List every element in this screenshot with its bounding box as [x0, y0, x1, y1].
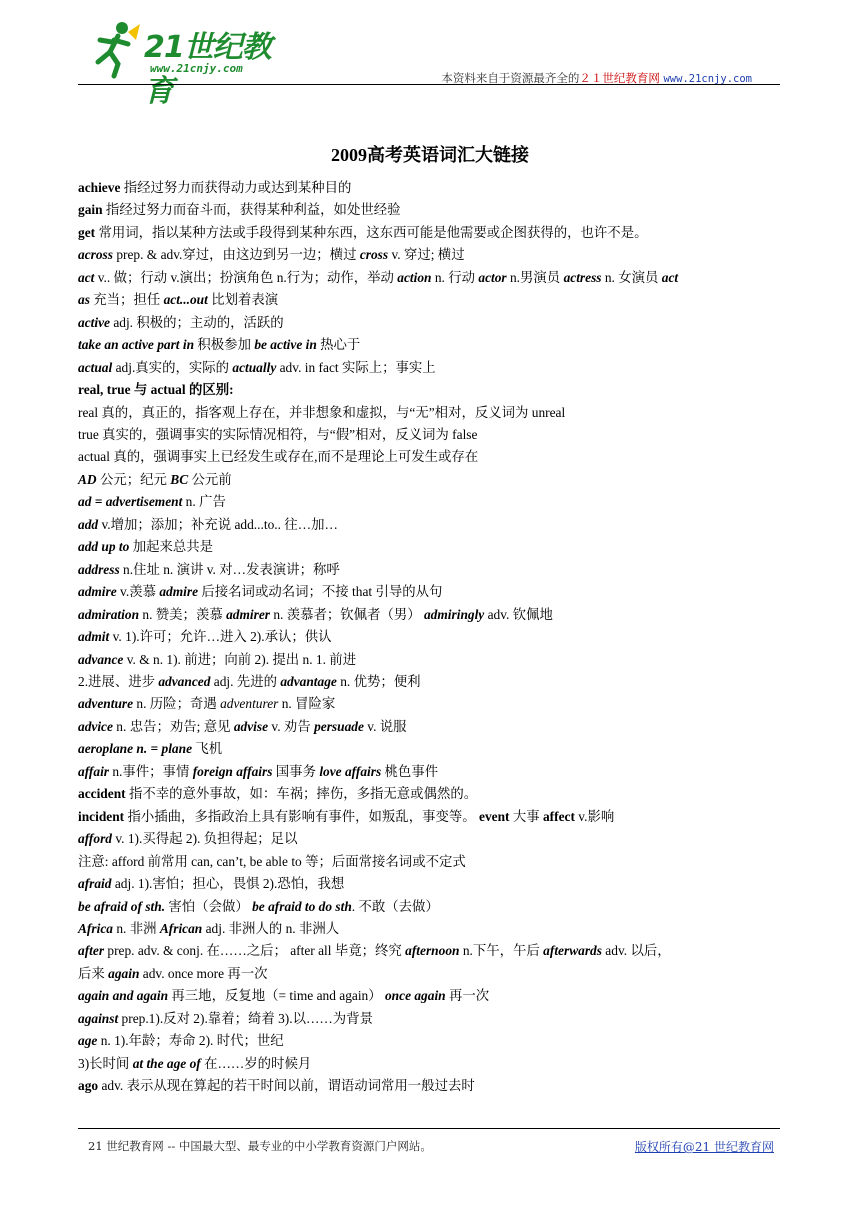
vocab-line	[78, 716, 784, 738]
vocab-text: v. 穿过; 横过	[388, 247, 465, 263]
vocab-line	[78, 626, 784, 648]
vocab-text: adv. 以后，	[601, 943, 671, 959]
vocab-line	[78, 649, 784, 671]
vocab-line	[78, 985, 784, 1007]
vocab-line	[78, 514, 784, 536]
source-prefix: 本资料来自于资源最齐全的	[441, 71, 580, 85]
vocab-line	[78, 1053, 784, 1075]
vocab-text: n.下午，午后	[459, 943, 544, 959]
vocab-text: n. 行动	[431, 269, 479, 285]
vocab-term: add	[78, 516, 99, 532]
vocab-term: active	[78, 314, 110, 330]
vocab-term: affair	[78, 763, 109, 779]
vocab-line	[78, 244, 784, 266]
vocab-line	[78, 312, 784, 334]
vocab-text: 再一次	[445, 988, 490, 1004]
logo-url: www.21cnjy.com	[150, 62, 243, 75]
vocab-text: 再三地，反复地（= time and again）	[168, 988, 385, 1004]
vocab-line	[78, 177, 784, 199]
vocab-line	[78, 896, 784, 918]
vocab-text: 指经过努力而奋斗而，获得某种利益，如处世经验	[102, 202, 401, 218]
vocab-text: 在……岁的时候月	[200, 1055, 312, 1071]
vocab-text: v. 1).买得起 2). 负担得起；足以	[111, 831, 298, 847]
page-footer	[78, 1128, 780, 1154]
vocab-text: adv. in fact 实际上；事实上	[276, 359, 436, 375]
vocab-term: get	[78, 224, 96, 240]
vocab-text: 常用词，指以某种方法或手段得到某种东西，这东西可能是他需要或企图获得的，也许不是。	[95, 224, 648, 240]
vocab-text: 害怕（会做）	[165, 898, 253, 914]
footer-copyright-link[interactable]: 版权所有@21 世纪教育网	[634, 1140, 774, 1154]
vocab-line	[78, 469, 784, 491]
vocab-text: 后接名词或动名词；不接 that 引导的从句	[198, 584, 443, 600]
vocab-term: Africa	[78, 920, 113, 936]
vocabulary-body	[78, 177, 784, 1098]
vocab-text: adj. 先进的	[210, 673, 281, 689]
vocab-line	[78, 402, 784, 424]
vocab-text: . 不敢（去做）	[351, 898, 439, 914]
vocab-term: actually	[232, 359, 277, 375]
vocab-term: AD	[78, 471, 97, 487]
vocab-text: n.住址 n. 演讲 v. 对…发表演讲；称呼	[119, 561, 340, 577]
page-header	[78, 18, 780, 109]
vocab-text: v.增加；添加；补充说 add...to.. 往…加…	[98, 516, 338, 532]
header-divider	[78, 84, 780, 85]
vocab-term: act...out	[163, 292, 208, 308]
vocab-text: adj.真实的，实际的	[112, 359, 233, 375]
vocab-term: again and again	[78, 988, 169, 1004]
vocab-term: act	[661, 269, 679, 285]
vocab-text: n. 羡慕者；钦佩者（男）	[269, 606, 424, 622]
site-logo[interactable]	[88, 18, 288, 109]
vocab-term: as	[78, 292, 90, 308]
vocab-term: take an active part in	[78, 337, 195, 353]
source-brand[interactable]: ２１世纪教育网	[579, 71, 660, 85]
vocab-line	[78, 693, 784, 715]
footer-site-description: 21 世纪教育网 -- 中国最大型、最专业的中小学教育资源门户网站。	[88, 1139, 432, 1153]
vocab-term: admit	[78, 629, 110, 645]
vocab-text: v. 说服	[363, 718, 407, 734]
vocab-line	[78, 289, 784, 311]
vocab-text: v. 1).许可；允许…进入 2).承认；供认	[109, 629, 332, 645]
vocab-text: 2.进展、进步	[78, 673, 159, 689]
vocab-text: v. 劝告	[268, 718, 315, 734]
vocab-term: persuade	[314, 718, 364, 734]
vocab-text: n.男演员	[506, 269, 564, 285]
vocab-term: affect	[542, 808, 575, 824]
vocab-text: n. 冒险家	[278, 696, 336, 712]
vocab-text: prep. & adv.穿过，由这边到另一边；横过	[112, 247, 360, 263]
vocab-term: accident	[78, 786, 126, 802]
vocab-text: n. 广告	[182, 494, 226, 510]
vocab-text: adv. 表示从现在算起的若干时间以前，谓语动词常用一般过去时	[98, 1078, 475, 1094]
vocab-line	[78, 761, 784, 783]
vocab-term: incident	[78, 808, 125, 824]
vocab-text: v. & n. 1). 前进；向前 2). 提出 n. 1. 前进	[123, 651, 357, 667]
vocab-line	[78, 671, 784, 693]
vocab-text: 指不幸的意外事故，如：车祸；摔伤，多指无意或偶然的。	[125, 786, 478, 802]
vocab-text: 飞机	[192, 741, 223, 757]
footer-divider	[78, 1128, 780, 1129]
vocab-text: adj. 积极的；主动的，活跃的	[109, 314, 284, 330]
vocab-text: 大事	[509, 808, 543, 824]
source-url-link[interactable]: www.21cnjy.com	[663, 73, 752, 85]
vocab-term: advance	[78, 651, 124, 667]
vocab-term: afraid	[78, 876, 112, 892]
vocab-term: address	[78, 561, 120, 577]
vocab-text: actual 真的，强调事实上已经发生或存在,而不是理论上可发生或存在	[78, 449, 479, 465]
vocab-term: be afraid to do sth	[252, 898, 352, 914]
vocab-line	[78, 963, 784, 985]
vocab-text: n. 优势；便利	[336, 673, 421, 689]
vocab-line	[78, 581, 784, 603]
vocab-term: cross	[359, 247, 389, 263]
vocab-line	[78, 783, 784, 805]
vocab-text: 3)长时间	[78, 1055, 133, 1071]
vocab-text: n. 1).年龄；寿命 2). 时代；世纪	[97, 1033, 284, 1049]
vocab-text: real 真的，真正的，指客观上存在，并非想象和虚拟，与“无”相对，反义词为 unreal	[78, 404, 566, 420]
vocab-text: n. 非洲	[112, 920, 160, 936]
vocab-text: 热心于	[316, 337, 361, 353]
vocab-term: achieve	[78, 180, 121, 195]
vocab-term: love affairs	[319, 763, 382, 779]
vocab-term: actual	[78, 359, 113, 375]
vocab-term: foreign affairs	[192, 763, 273, 779]
vocab-line	[78, 491, 784, 513]
vocab-term: advice	[78, 718, 113, 734]
vocab-term: again	[108, 965, 140, 981]
vocab-line	[78, 267, 784, 289]
vocab-line	[78, 851, 784, 873]
logo-title: 21世纪教育	[144, 30, 271, 109]
vocab-term: age	[78, 1033, 98, 1049]
vocab-line	[78, 536, 784, 558]
vocab-term: event	[479, 808, 510, 824]
vocab-text: true 真实的，强调事实的实际情况相符，与“假”相对，反义词为 false	[78, 426, 478, 442]
vocab-term: add up to	[78, 539, 130, 555]
vocab-text: adj. 1).害怕；担心，畏惧 2).恐怕，我想	[111, 876, 345, 892]
vocab-text: 加起来总共是	[129, 539, 214, 555]
vocab-text: 公元前	[188, 471, 232, 487]
vocab-text: v.羡慕	[116, 584, 160, 600]
vocab-text: 充当；担任	[89, 292, 164, 308]
vocab-line	[78, 334, 784, 356]
vocab-term: admire	[78, 584, 117, 600]
vocab-text: 公元；纪元	[96, 471, 171, 487]
vocab-term: admire	[159, 584, 199, 600]
vocab-term: action	[397, 269, 432, 285]
vocab-text: 注意: afford 前常用 can, can’t, be able to 等；后面常接名词或不定式	[78, 853, 466, 869]
vocab-text: 桃色事件	[381, 763, 439, 779]
vocab-term: afternoon	[405, 943, 460, 959]
vocab-text: 积极参加	[194, 337, 255, 353]
vocab-line	[78, 918, 784, 940]
vocab-line	[78, 828, 784, 850]
vocab-term: admiringly	[423, 606, 485, 622]
vocab-text: adv. 钦佩地	[484, 606, 553, 622]
vocab-text: prep. adv. & conj. 在……之后； after all 毕竟；终究	[104, 943, 406, 959]
vocab-line	[78, 806, 784, 828]
vocab-line	[78, 199, 784, 221]
vocab-line	[78, 379, 784, 401]
vocab-term: African	[159, 920, 203, 936]
vocab-line	[78, 446, 784, 468]
vocab-term: actress	[563, 269, 602, 285]
vocab-text: prep.1).反对 2).靠着；绮着 3).以……为背景	[118, 1010, 373, 1026]
vocab-term: afford	[78, 831, 112, 847]
vocab-term: against	[78, 1010, 119, 1026]
vocab-text: adj. 非洲人的 n. 非洲人	[202, 920, 340, 936]
vocab-term: advantage	[280, 673, 337, 689]
vocab-term: real, true 与 actual 的区别:	[78, 382, 234, 398]
vocab-line	[78, 1075, 784, 1097]
vocab-line	[78, 873, 784, 895]
vocab-text: n. 历险；奇遇	[133, 696, 221, 712]
vocab-term: act	[78, 269, 95, 285]
vocab-text: n.事件；事情	[109, 763, 193, 779]
document-title: 2009高考英语词汇大链接	[331, 145, 529, 165]
vocab-term: afterwards	[543, 943, 602, 959]
vocab-text: n. 忠告；劝告; 意见	[112, 718, 234, 734]
vocab-line	[78, 424, 784, 446]
vocab-line	[78, 1030, 784, 1052]
vocab-line	[78, 1008, 784, 1030]
vocab-text: n. 女演员	[601, 269, 662, 285]
vocab-term: admirer	[226, 606, 270, 622]
vocab-text: n. 赞美；羡慕	[139, 606, 227, 622]
vocab-line	[78, 604, 784, 626]
vocab-term: once again	[384, 988, 446, 1004]
vocab-term: aeroplane n. = plane	[78, 741, 193, 757]
vocab-text: adv. once more 再一次	[139, 965, 268, 981]
vocab-text: 国事务	[272, 763, 320, 779]
vocab-text: 后来	[78, 965, 109, 981]
vocab-term: be afraid of sth.	[78, 898, 166, 914]
vocab-term: ad = advertisement	[78, 494, 183, 510]
vocab-term: be active in	[254, 337, 317, 353]
vocab-term: adventure	[78, 696, 134, 712]
vocab-term: across	[78, 247, 113, 263]
vocab-term: admiration	[78, 606, 140, 622]
vocab-text: 指经过努力而获得动力或达到某种目的	[120, 180, 352, 195]
vocab-term: actor	[478, 269, 507, 285]
vocab-term: after	[78, 943, 105, 959]
vocab-line	[78, 357, 784, 379]
runner-logo-icon	[88, 18, 148, 80]
vocab-text: 指小插曲，多指政治上具有影响有事件，如叛乱，事变等。	[124, 808, 479, 824]
vocab-term: adventurer	[220, 696, 279, 712]
vocab-term: advanced	[158, 673, 211, 689]
vocab-text: v.影响	[574, 808, 615, 824]
vocab-term: gain	[78, 202, 103, 218]
vocab-term: at the age of	[132, 1055, 201, 1071]
vocab-line	[78, 940, 784, 962]
vocab-line	[78, 222, 784, 244]
vocab-text: v.. 做；行动 v.演出；扮演角色 n.行为；动作，举动	[94, 269, 398, 285]
vocab-term: BC	[170, 471, 189, 487]
vocab-term: ago	[78, 1078, 99, 1094]
vocab-line	[78, 559, 784, 581]
vocab-text: 比划着表演	[207, 292, 279, 308]
vocab-term: advise	[233, 718, 269, 734]
vocab-line	[78, 738, 784, 760]
